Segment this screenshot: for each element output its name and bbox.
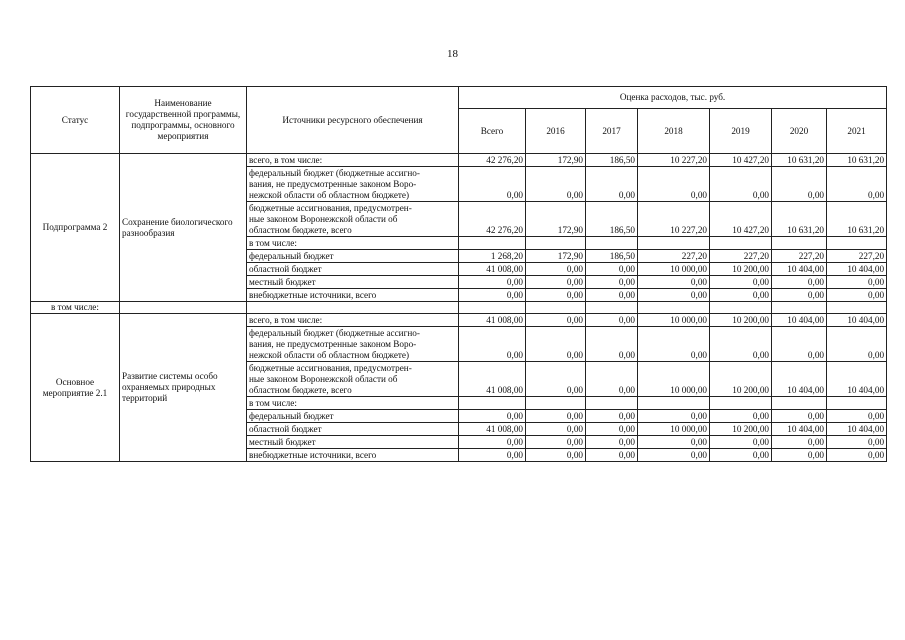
value-cell [638,237,710,250]
value-cell: 10 404,00 [772,423,827,436]
header-col-2019: 2019 [710,109,772,154]
empty-cell [459,302,526,314]
value-cell: 227,20 [827,250,887,263]
value-cell: 0,00 [526,289,586,302]
row-program-name: Развитие системы особо охраняемых природных территорий [120,314,247,462]
empty-cell [526,302,586,314]
value-cell: 0,00 [772,410,827,423]
value-cell: 227,20 [638,250,710,263]
value-cell: 10 000,00 [638,263,710,276]
header-sources: Источники ресурсного обеспечения [247,87,459,154]
header-col-2018: 2018 [638,109,710,154]
funding-source-label: областной бюджет [247,263,459,276]
row-status: Подпрограмма 2 [31,154,120,302]
value-cell: 1 268,20 [459,250,526,263]
value-cell: 186,50 [586,154,638,167]
value-cell: 0,00 [827,276,887,289]
value-cell: 0,00 [526,167,586,202]
value-cell: 0,00 [638,289,710,302]
value-cell: 0,00 [772,327,827,362]
value-cell: 0,00 [710,327,772,362]
value-cell: 0,00 [710,276,772,289]
value-cell: 10 404,00 [827,314,887,327]
value-cell: 42 276,20 [459,202,526,237]
value-cell: 10 000,00 [638,314,710,327]
value-cell: 0,00 [526,276,586,289]
value-cell: 10 200,00 [710,362,772,397]
budget-table [30,86,887,462]
value-cell: 10 631,20 [827,202,887,237]
empty-cell [120,302,247,314]
value-cell: 0,00 [459,289,526,302]
row-program-name: Сохранение биологического разнообразия [120,154,247,302]
value-cell: 0,00 [772,167,827,202]
value-cell: 10 200,00 [710,314,772,327]
empty-cell [710,302,772,314]
funding-source-label: местный бюджет [247,436,459,449]
value-cell: 0,00 [586,327,638,362]
empty-cell [827,302,887,314]
funding-source-label: федеральный бюджет [247,410,459,423]
value-cell: 0,00 [638,449,710,462]
value-cell: 0,00 [526,327,586,362]
value-cell: 41 008,00 [459,263,526,276]
value-cell: 0,00 [526,449,586,462]
section-separator-row [31,302,887,314]
value-cell: 0,00 [459,276,526,289]
value-cell: 0,00 [638,276,710,289]
value-cell: 186,50 [586,250,638,263]
value-cell: 0,00 [772,289,827,302]
value-cell: 0,00 [526,436,586,449]
table-body [31,154,887,462]
header-estimate: Оценка расходов, тыс. руб. [459,87,887,109]
value-cell: 0,00 [586,276,638,289]
funding-source-label: федеральный бюджет (бюджетные ассигно- вания, не предусмотренные законом Воро- нежской области об областном бюджете) [247,167,459,202]
value-cell: 0,00 [710,410,772,423]
value-cell: 0,00 [526,423,586,436]
value-cell [638,397,710,410]
funding-source-label: федеральный бюджет (бюджетные ассигно- вания, не предусмотренные законом Воро- нежской области об областном бюджете) [247,327,459,362]
value-cell [710,237,772,250]
value-cell: 10 631,20 [772,154,827,167]
header-col-total: Всего [459,109,526,154]
value-cell [586,237,638,250]
value-cell: 0,00 [772,276,827,289]
header-col-2021: 2021 [827,109,887,154]
value-cell: 10 631,20 [772,202,827,237]
value-cell: 10 404,00 [772,362,827,397]
value-cell: 0,00 [638,327,710,362]
value-cell: 0,00 [827,449,887,462]
value-cell: 0,00 [772,449,827,462]
value-cell: 0,00 [459,449,526,462]
funding-source-label: бюджетные ассигнования, предусмотрен- ные законом Воронежской области об областном бюджете, всего [247,202,459,237]
value-cell: 0,00 [586,362,638,397]
value-cell: 0,00 [526,362,586,397]
empty-cell [586,302,638,314]
value-cell [827,237,887,250]
value-cell: 41 008,00 [459,362,526,397]
value-cell: 0,00 [586,289,638,302]
value-cell [586,397,638,410]
value-cell: 0,00 [459,327,526,362]
value-cell: 0,00 [827,289,887,302]
funding-source-label: всего, в том числе: [247,154,459,167]
value-cell: 0,00 [586,167,638,202]
value-cell: 0,00 [586,263,638,276]
value-cell: 10 404,00 [827,423,887,436]
empty-cell [638,302,710,314]
table-row [31,154,887,167]
header-status: Статус [31,87,120,154]
value-cell: 0,00 [710,167,772,202]
funding-source-label: областной бюджет [247,423,459,436]
value-cell: 0,00 [827,410,887,423]
value-cell: 0,00 [526,410,586,423]
value-cell: 172,90 [526,250,586,263]
value-cell: 10 404,00 [772,314,827,327]
value-cell: 10 404,00 [772,263,827,276]
value-cell: 0,00 [638,436,710,449]
value-cell: 41 008,00 [459,423,526,436]
table-row [31,314,887,327]
value-cell: 0,00 [710,436,772,449]
value-cell: 0,00 [459,436,526,449]
header-col-2017: 2017 [586,109,638,154]
value-cell: 10 427,20 [710,154,772,167]
value-cell [459,237,526,250]
value-cell: 42 276,20 [459,154,526,167]
value-cell: 10 227,20 [638,202,710,237]
value-cell: 0,00 [526,314,586,327]
funding-source-label: федеральный бюджет [247,250,459,263]
value-cell: 10 000,00 [638,423,710,436]
separator-label: в том числе: [31,302,120,314]
value-cell: 10 427,20 [710,202,772,237]
value-cell: 0,00 [772,436,827,449]
value-cell: 0,00 [638,410,710,423]
funding-source-label: всего, в том числе: [247,314,459,327]
funding-source-label: в том числе: [247,397,459,410]
value-cell: 0,00 [710,449,772,462]
funding-source-label: в том числе: [247,237,459,250]
value-cell: 10 631,20 [827,154,887,167]
value-cell: 41 008,00 [459,314,526,327]
value-cell: 10 404,00 [827,263,887,276]
value-cell: 172,90 [526,202,586,237]
value-cell: 172,90 [526,154,586,167]
value-cell [710,397,772,410]
value-cell: 0,00 [827,436,887,449]
value-cell [827,397,887,410]
funding-source-label: местный бюджет [247,276,459,289]
value-cell: 10 404,00 [827,362,887,397]
row-status: Основное мероприятие 2.1 [31,314,120,462]
value-cell [526,237,586,250]
value-cell [772,397,827,410]
value-cell: 0,00 [710,289,772,302]
value-cell: 10 200,00 [710,423,772,436]
value-cell: 0,00 [827,327,887,362]
header-name: Наименование государственной программы, подпрограммы, основного мероприятия [120,87,247,154]
funding-source-label: внебюджетные источники, всего [247,449,459,462]
value-cell: 0,00 [526,263,586,276]
value-cell: 10 200,00 [710,263,772,276]
value-cell [526,397,586,410]
value-cell [459,397,526,410]
value-cell: 227,20 [710,250,772,263]
funding-source-label: бюджетные ассигнования, предусмотрен- ные законом Воронежской области об областном бюджете, всего [247,362,459,397]
value-cell: 0,00 [459,167,526,202]
value-cell: 10 227,20 [638,154,710,167]
value-cell: 0,00 [459,410,526,423]
value-cell: 0,00 [638,167,710,202]
value-cell [772,237,827,250]
value-cell: 0,00 [586,436,638,449]
value-cell: 186,50 [586,202,638,237]
header-col-2016: 2016 [526,109,586,154]
value-cell: 10 000,00 [638,362,710,397]
value-cell: 0,00 [586,423,638,436]
header-col-2020: 2020 [772,109,827,154]
value-cell: 0,00 [586,410,638,423]
page-number: 18 [447,48,458,60]
value-cell: 0,00 [586,314,638,327]
value-cell: 227,20 [772,250,827,263]
value-cell: 0,00 [586,449,638,462]
value-cell: 0,00 [827,167,887,202]
empty-cell [247,302,459,314]
funding-source-label: внебюджетные источники, всего [247,289,459,302]
empty-cell [772,302,827,314]
